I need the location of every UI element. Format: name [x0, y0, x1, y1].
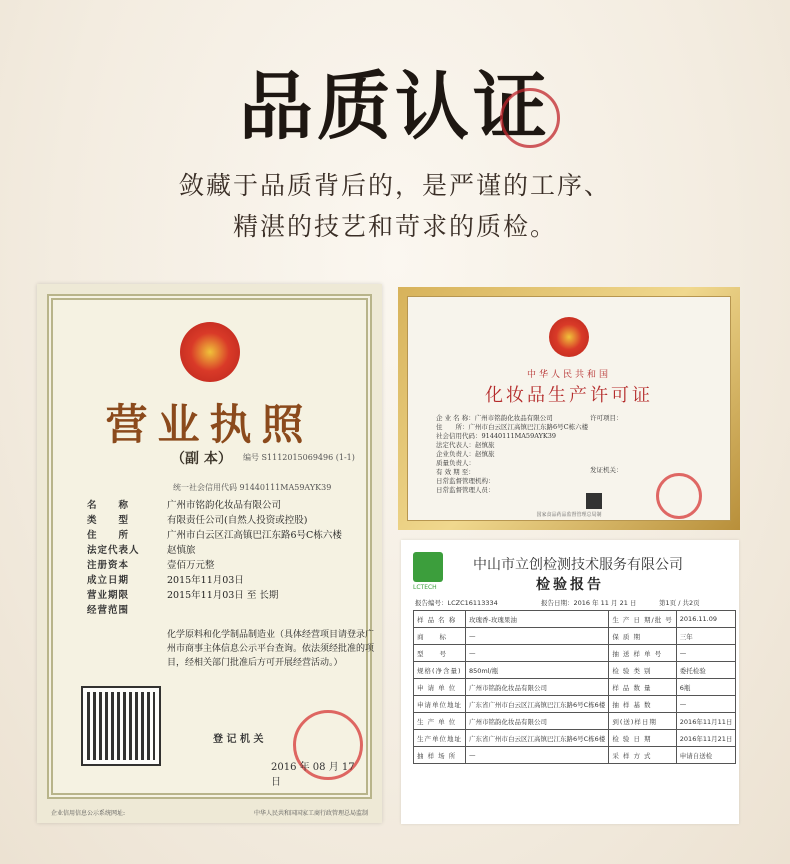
permit-issuer: 发证机关：	[590, 466, 623, 474]
permit-row: 企 业 名 称：广州市铭韵化妆品有限公司	[436, 414, 553, 422]
national-emblem-icon	[180, 322, 240, 382]
license-copy-label: （副 本）	[171, 451, 232, 467]
permit-row: 日常监督管理人员：	[436, 486, 495, 494]
report-date: 报告日期：2016 年 11 月 21 日	[541, 599, 637, 607]
license-credit-code: 统一社会信用代码 91440111MA59AYK39	[173, 483, 332, 492]
report-table	[413, 610, 736, 764]
subtitle-line-2: 精湛的技艺和苛求的质检。	[232, 212, 557, 241]
license-registration-authority: 登 记 机 关	[213, 734, 264, 745]
license-row: 成立日期 2015年11月03日	[87, 575, 244, 586]
qr-code-icon	[586, 493, 602, 509]
license-row: 法定代表人 赵慎旅	[87, 545, 196, 556]
permit-footer: 国家食品药品监督管理总局制	[536, 512, 602, 518]
license-row: 住 所 广州市白云区江高镇巴江东路6号C栋六楼	[87, 530, 342, 541]
permit-frame	[407, 296, 731, 521]
permit-title: 化妆品生产许可证	[485, 385, 653, 406]
report-page: 第1页 / 共2页	[659, 599, 700, 607]
permit-row: 日常监督管理机构：	[436, 477, 495, 485]
license-number: 编号 S1112015069496 (1-1)	[243, 453, 355, 462]
permit-right-info	[590, 413, 720, 475]
table-row: 商 标 — 保 质 期 三年	[414, 628, 736, 645]
report-logo-text: LCTECH	[413, 584, 437, 591]
license-scope: 化学原料和化学制品制造业（具体经营项目请登录广州市商事主体信息公示平台查询。依法须经批准的项目，经相关部门批准后方可开展经营活动。）	[167, 630, 375, 668]
national-emblem-icon	[549, 317, 589, 357]
page-title: 品质认证	[239, 64, 551, 150]
permit-row: 企业负责人：赵慎旅	[436, 450, 495, 458]
qr-code-icon	[83, 688, 159, 764]
license-date: 2016 年 08 月 17 日	[271, 762, 355, 788]
permit-row: 有 效 期 至：	[436, 468, 475, 476]
business-license-image	[37, 284, 382, 823]
permit-scope: 许可项目：	[590, 414, 623, 422]
table-row: 型 号 — 抽 送 样 单 号 —	[414, 645, 736, 662]
permit-row: 法定代表人：赵慎旅	[436, 441, 495, 449]
red-seal-icon	[500, 88, 560, 148]
report-number: 报告编号：LCZC16113334	[415, 599, 498, 607]
table-row: 生 产 单 位 广州市铭韵化妆品有限公司 到(送)样日期 2016年11月11日	[414, 713, 736, 730]
permit-country: 中华人民共和国	[526, 370, 611, 380]
permit-fields	[436, 413, 589, 494]
license-row: 注册资本 壹佰万元整	[87, 560, 215, 571]
permit-row: 住 所：广州市白云区江高镇巴江东路6号C栋六楼	[436, 423, 589, 431]
table-row: 申 请 单 位 广州市铭韵化妆品有限公司 样 品 数 量 6瓶	[414, 679, 736, 696]
permit-row: 社会信用代码：91440111MA59AYK39	[436, 432, 557, 440]
license-row: 经营范围	[87, 605, 130, 616]
page-header	[0, 48, 790, 154]
license-title: 营业执照	[105, 400, 314, 449]
report-title: 检验报告	[536, 577, 604, 593]
license-row: 营业期限 2015年11月03日 至 长期	[87, 590, 279, 601]
test-report-image	[401, 540, 739, 824]
table-row: 申请单位地址 广东省广州市白云区江高镇巴江东路6号C栋6楼 抽 样 基 数 —	[414, 696, 736, 713]
production-permit-image	[398, 287, 740, 530]
permit-row: 质量负责人：	[436, 459, 475, 467]
table-row: 样 品 名 称 玫瑰香-玫瑰果油 生 产 日 期/批 号 2016.11.09	[414, 611, 736, 628]
license-frame	[47, 294, 375, 799]
subtitle-line-1: 敛藏于品质背后的，是严谨的工序、	[178, 171, 611, 200]
report-company: 中山市立创检测技术服务有限公司	[473, 557, 683, 573]
license-fields	[71, 497, 356, 617]
table-row: 规格(净含量) 850ml/瓶 检 验 类 别 委托检验	[414, 662, 736, 679]
table-row: 生产单位地址 广东省广州市白云区江高镇巴江东路6号C栋6楼 检 验 日 期 2016年11月21日	[414, 730, 736, 747]
license-footer-left: 企业信用信息公示系统网址:	[51, 810, 126, 817]
license-row: 名 称 广州市铭韵化妆品有限公司	[87, 500, 282, 511]
license-footer-right: 中华人民共和国国家工商行政管理总局监制	[253, 810, 368, 817]
license-row: 类 型 有限责任公司(自然人投资或控股)	[87, 515, 308, 526]
table-row: 抽 样 场 所 — 采 样 方 式 申请自送检	[414, 747, 736, 764]
